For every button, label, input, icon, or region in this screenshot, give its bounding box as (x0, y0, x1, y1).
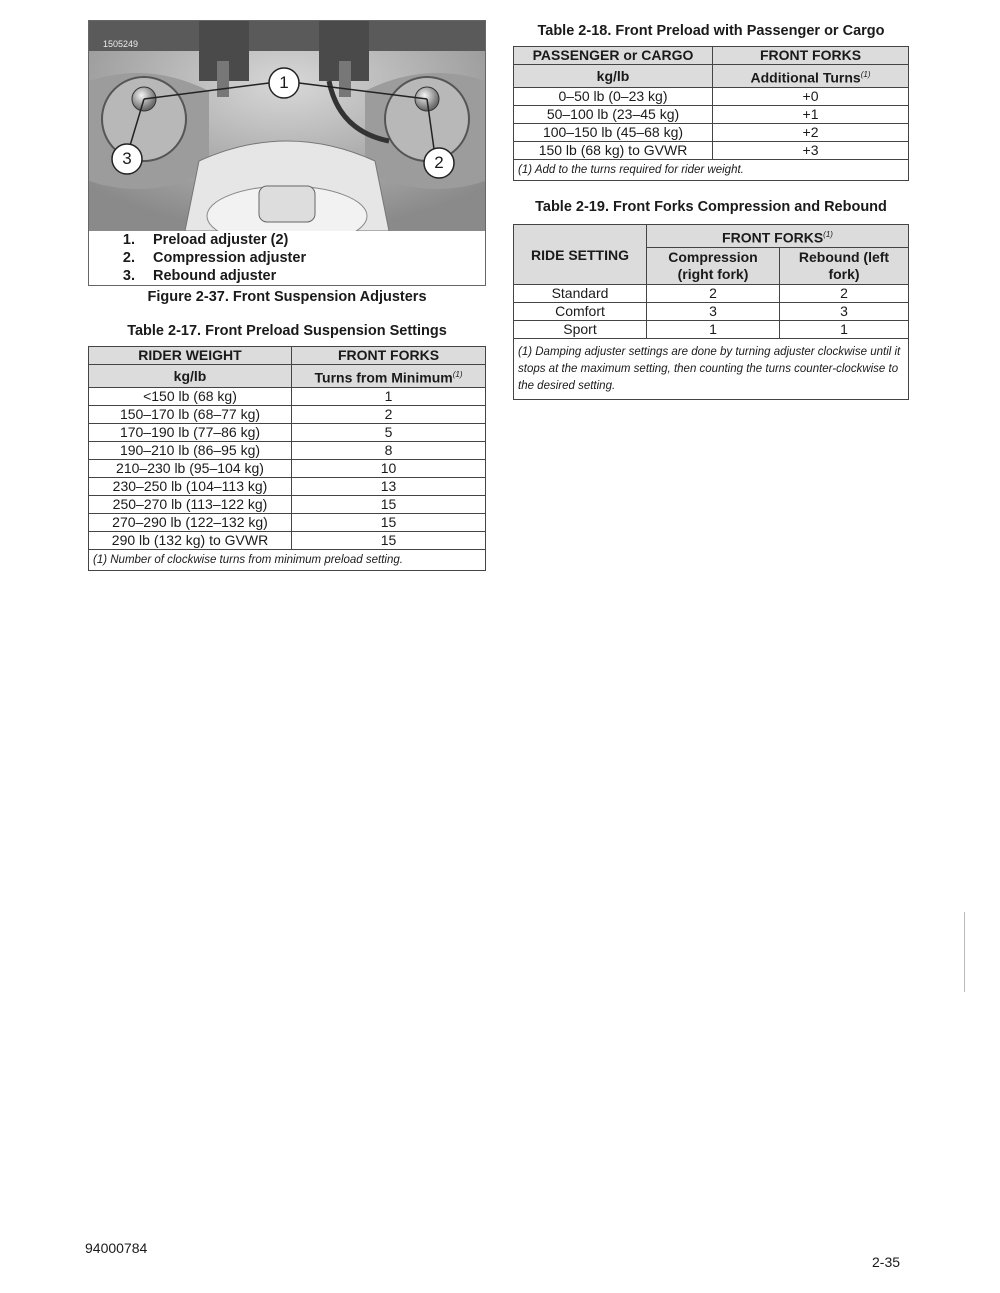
table-row (514, 321, 909, 339)
turns-cell: +1 (713, 106, 909, 124)
weight-cell: 100–150 lb (45–68 kg) (514, 124, 713, 142)
legend-number: 2. (122, 250, 135, 266)
turns-cell: +2 (713, 124, 909, 142)
turns-cell: 10 (292, 460, 486, 478)
legend-text: Compression adjuster (153, 250, 307, 266)
subheader-text: Turns from Minimum (314, 369, 453, 386)
callout-3-label: 3 (122, 149, 132, 168)
table-2-19 (513, 224, 909, 400)
table-row (514, 303, 909, 321)
weight-cell: <150 lb (68 kg) (89, 388, 292, 406)
table-row (89, 514, 486, 532)
table-row (89, 532, 486, 550)
table-2-19-title: Table 2-19. Front Forks Compression and Rebound (535, 199, 887, 215)
rebound-cell: 1 (780, 321, 909, 339)
legend-text: Rebound adjuster (153, 268, 277, 284)
front-forks-header (647, 225, 909, 248)
legend-text: Preload adjuster (2) (153, 232, 289, 248)
turns-cell: 5 (292, 424, 486, 442)
table-footnote: (1) Add to the turns required for rider weight. (514, 160, 909, 181)
suspension-photo (89, 21, 485, 231)
turns-cell: 15 (292, 532, 486, 550)
turns-cell: 8 (292, 442, 486, 460)
table-row (89, 388, 486, 406)
table-footnote-row (514, 339, 909, 400)
figure-caption: Figure 2-37. Front Suspension Adjusters (147, 289, 427, 305)
turns-cell: +0 (713, 88, 909, 106)
table-footnote-row (89, 550, 486, 571)
page-number: 2-35 (872, 1254, 901, 1270)
column-header: FRONT FORKS (292, 347, 486, 365)
weight-cell: 0–50 lb (0–23 kg) (514, 88, 713, 106)
ride-setting-cell: Standard (514, 285, 647, 303)
ride-setting-cell: Comfort (514, 303, 647, 321)
margin-rule (964, 912, 965, 992)
weight-cell: 290 lb (132 kg) to GVWR (89, 532, 292, 550)
subheader-text: Additional Turns (750, 69, 861, 86)
table-row (514, 124, 909, 142)
rebound-header: Rebound (left fork) (780, 248, 909, 285)
table-row (89, 406, 486, 424)
weight-cell: 50–100 lb (23–45 kg) (514, 106, 713, 124)
table-2-17-title: Table 2-17. Front Preload Suspension Settings (127, 323, 447, 339)
ride-setting-header: RIDE SETTING (514, 225, 647, 285)
column-subheader (713, 65, 909, 88)
table-2-18-title: Table 2-18. Front Preload with Passenger or Cargo (537, 23, 885, 39)
compression-cell: 2 (647, 285, 780, 303)
footnote-ref: (1) (823, 229, 833, 239)
column-subheader (292, 365, 486, 388)
table-footnote: (1) Number of clockwise turns from minimum preload setting. (89, 550, 486, 571)
rebound-cell: 2 (780, 285, 909, 303)
weight-cell: 150 lb (68 kg) to GVWR (514, 142, 713, 160)
rebound-cell: 3 (780, 303, 909, 321)
weight-cell: 230–250 lb (104–113 kg) (89, 478, 292, 496)
weight-cell: 150–170 lb (68–77 kg) (89, 406, 292, 424)
legend-item (101, 231, 471, 249)
turns-cell: 15 (292, 496, 486, 514)
weight-cell: 190–210 lb (86–95 kg) (89, 442, 292, 460)
suspension-photo-illustration (89, 21, 485, 231)
footnote-ref: (1) (452, 369, 463, 379)
table-row (89, 460, 486, 478)
document-number: 94000784 (85, 1240, 148, 1256)
compression-cell: 3 (647, 303, 780, 321)
table-row (89, 424, 486, 442)
table-2-17 (88, 346, 486, 571)
table-row (89, 478, 486, 496)
footnote-ref: (1) (860, 69, 871, 79)
legend-item (101, 249, 471, 267)
column-header: PASSENGER or CARGO (514, 47, 713, 65)
table-row (514, 285, 909, 303)
figure-front-suspension-adjusters (88, 20, 486, 286)
turns-cell: 15 (292, 514, 486, 532)
ride-setting-cell: Sport (514, 321, 647, 339)
weight-cell: 250–270 lb (113–122 kg) (89, 496, 292, 514)
table-row (514, 106, 909, 124)
turns-cell: 1 (292, 388, 486, 406)
turns-cell: 2 (292, 406, 486, 424)
table-footnote: (1) Damping adjuster settings are done by turning adjuster clockwise until it stops at the maximum setting, then counting the turns counter-clockwise to the desired setting. (514, 339, 909, 400)
legend-item (101, 267, 471, 285)
table-row (89, 442, 486, 460)
table-row (89, 496, 486, 514)
compression-header: Compression (right fork) (647, 248, 780, 285)
front-forks-text: FRONT FORKS (722, 229, 824, 246)
callout-1-label: 1 (279, 73, 289, 92)
callout-2-label: 2 (434, 153, 444, 172)
weight-cell: 270–290 lb (122–132 kg) (89, 514, 292, 532)
table-footnote-row (514, 160, 909, 181)
column-subheader: kg/lb (89, 365, 292, 388)
turns-cell: 13 (292, 478, 486, 496)
legend-number: 1. (122, 232, 135, 248)
turns-cell: +3 (713, 142, 909, 160)
table-row (514, 88, 909, 106)
table-2-18 (513, 46, 909, 181)
weight-cell: 170–190 lb (77–86 kg) (89, 424, 292, 442)
legend-number: 3. (122, 268, 135, 284)
weight-cell: 210–230 lb (95–104 kg) (89, 460, 292, 478)
figure-legend (101, 231, 471, 285)
column-header: RIDER WEIGHT (89, 347, 292, 365)
photo-id: 1505249 (103, 39, 139, 49)
column-header: FRONT FORKS (713, 47, 909, 65)
compression-cell: 1 (647, 321, 780, 339)
column-subheader: kg/lb (514, 65, 713, 88)
table-row (514, 142, 909, 160)
